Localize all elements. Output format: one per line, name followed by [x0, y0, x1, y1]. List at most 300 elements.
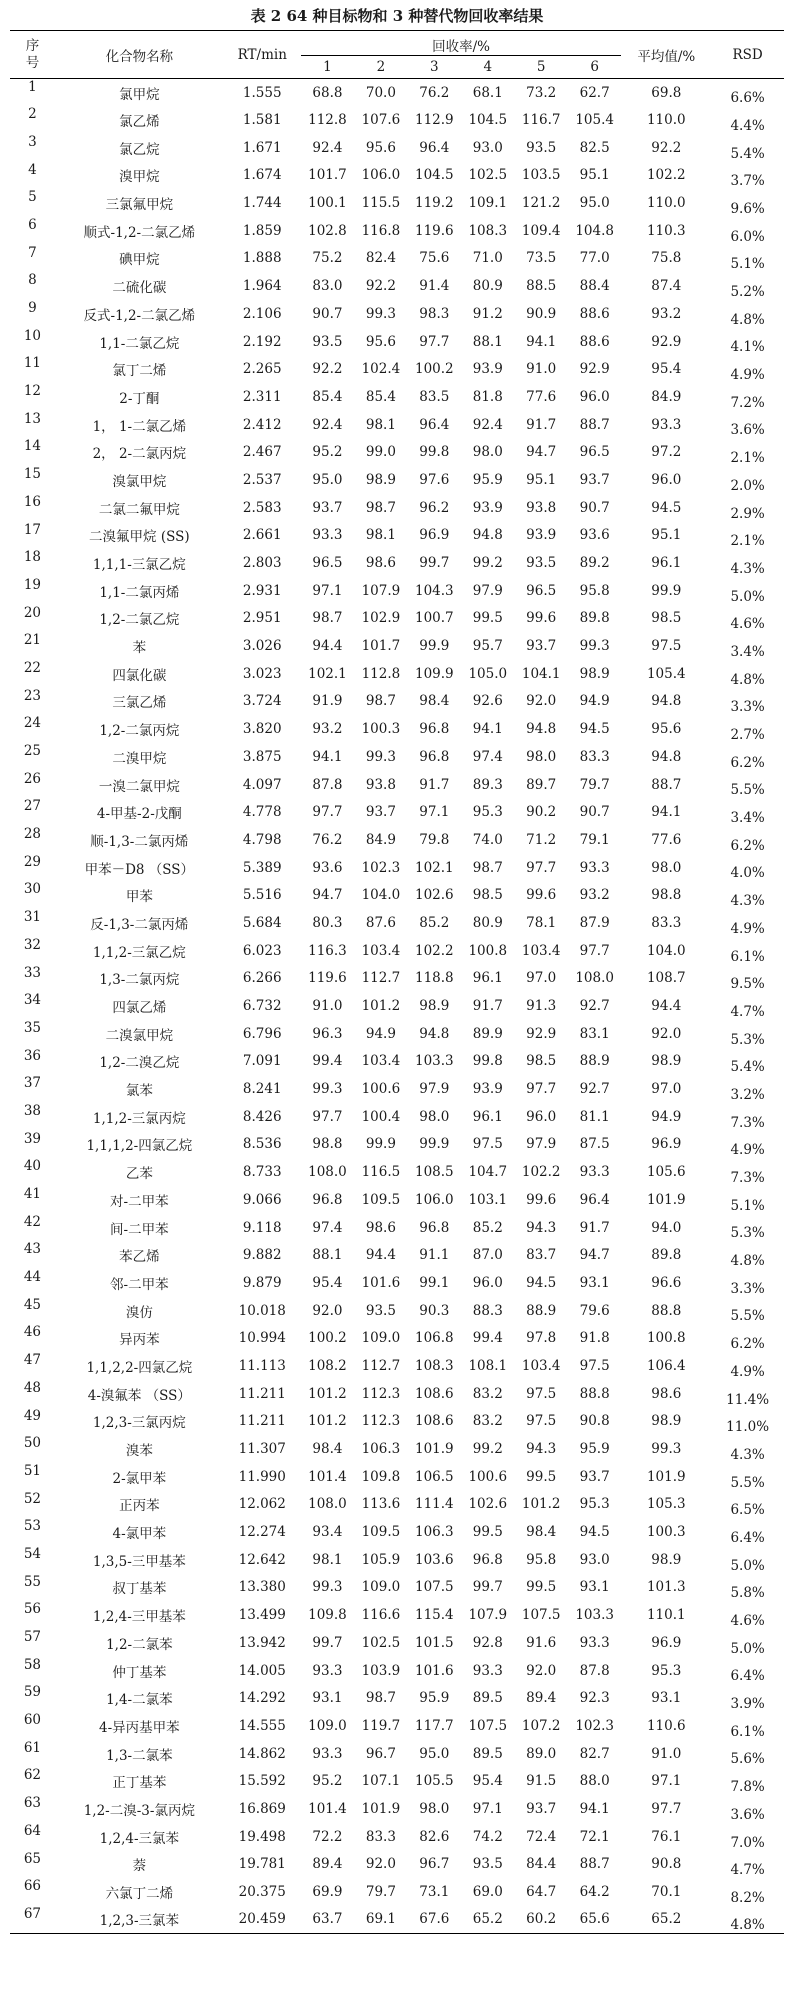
recovery-replicate-2: 119.7: [361, 1717, 401, 1734]
compound-name: 2， 2-二氯丙烷: [92, 446, 187, 463]
recovery-mean: 97.0: [651, 1081, 682, 1098]
recovery-replicate-2: 101.2: [361, 998, 401, 1015]
recovery-replicate-2: 105.9: [361, 1551, 401, 1568]
recovery-replicate-2: 98.7: [365, 693, 396, 710]
recovery-replicate-3: 102.6: [415, 887, 454, 904]
recovery-replicate-2: 93.5: [365, 1302, 396, 1319]
recovery-replicate-3: 102.1: [415, 859, 454, 876]
recovery-mean: 100.3: [646, 1524, 686, 1541]
recovery-replicate-1: 68.8: [312, 84, 343, 101]
recovery-replicate-1: 92.4: [312, 416, 343, 433]
recovery-replicate-2: 83.3: [365, 1828, 396, 1845]
recovery-replicate-1: 99.4: [312, 1053, 343, 1070]
recovery-replicate-2: 103.4: [361, 942, 401, 959]
recovery-replicate-5: 72.4: [526, 1828, 557, 1845]
recovery-rsd: 4.3%: [730, 1446, 765, 1463]
recovery-rsd: 4.9%: [730, 367, 765, 384]
recovery-rsd: 4.9%: [730, 1142, 765, 1159]
recovery-replicate-5: 73.5: [526, 250, 557, 267]
table-row: [10, 494, 784, 522]
recovery-rsd: 7.8%: [730, 1779, 765, 1796]
table-row: [10, 771, 784, 799]
recovery-replicate-4: 83.2: [472, 1385, 503, 1402]
recovery-mean: 84.9: [651, 388, 682, 405]
recovery-replicate-6: 90.7: [579, 804, 610, 821]
compound-name: 1， 1-二氯乙烯: [92, 418, 187, 435]
row-index: 3: [28, 133, 37, 150]
recovery-mean: 97.5: [651, 638, 682, 655]
recovery-replicate-4: 99.4: [472, 1330, 503, 1347]
table-row: [10, 411, 784, 439]
recovery-replicate-3: 99.7: [419, 555, 450, 572]
recovery-mean: 104.0: [646, 942, 686, 959]
compound-name: 1,1-二氯丙烯: [99, 584, 180, 601]
recovery-mean: 110.1: [646, 1607, 686, 1624]
recovery-rsd: 5.4%: [730, 145, 765, 162]
compound-name: 六氯丁二烯: [105, 1886, 174, 1903]
recovery-mean: 105.4: [646, 665, 686, 682]
recovery-replicate-2: 98.1: [365, 416, 396, 433]
recovery-replicate-5: 97.5: [526, 1385, 557, 1402]
recovery-replicate-1: 98.8: [312, 1136, 343, 1153]
row-index: 37: [23, 1075, 42, 1092]
recovery-replicate-1: 116.3: [308, 942, 347, 959]
recovery-replicate-2: 100.6: [361, 1081, 401, 1098]
recovery-replicate-1: 93.1: [312, 1690, 343, 1707]
table-row: [10, 300, 784, 328]
recovery-replicate-2: 116.6: [361, 1607, 401, 1624]
recovery-replicate-5: 91.6: [526, 1634, 557, 1651]
recovery-mean: 101.9: [646, 1191, 686, 1208]
recovery-replicate-3: 104.3: [415, 582, 454, 599]
compound-name: 邻-二甲苯: [110, 1276, 169, 1293]
recovery-replicate-4: 103.1: [468, 1191, 508, 1208]
retention-time: 11.113: [238, 1357, 286, 1374]
recovery-replicate-5: 84.4: [526, 1856, 557, 1873]
compound-name: 反-1,3-二氯丙烯: [90, 916, 189, 933]
recovery-replicate-2: 109.5: [361, 1191, 401, 1208]
recovery-replicate-3: 95.0: [419, 1745, 450, 1762]
row-index: 61: [23, 1739, 42, 1756]
recovery-replicate-1: 99.7: [312, 1634, 343, 1651]
row-index: 23: [23, 687, 42, 704]
row-index: 48: [23, 1379, 42, 1396]
retention-time: 1.581: [242, 112, 282, 129]
row-index: 41: [23, 1186, 42, 1202]
recovery-replicate-2: 115.5: [361, 195, 401, 212]
retention-time: 4.778: [242, 804, 282, 821]
compound-name: 1,2-二溴乙烷: [99, 1055, 180, 1072]
retention-time: 3.875: [242, 748, 282, 765]
recovery-replicate-2: 112.3: [361, 1413, 401, 1430]
recovery-replicate-6: 77.0: [579, 250, 610, 267]
recovery-replicate-4: 95.9: [472, 471, 503, 488]
recovery-replicate-6: 94.1: [579, 1800, 610, 1817]
recovery-mean: 96.6: [651, 1274, 682, 1291]
recovery-replicate-3: 67.6: [419, 1911, 450, 1928]
recovery-replicate-3: 117.7: [415, 1717, 454, 1734]
recovery-mean: 87.4: [651, 278, 682, 295]
table-row: [10, 134, 784, 162]
recovery-replicate-5: 93.7: [526, 1800, 557, 1817]
compound-name: 1,1,2-三氯乙烷: [92, 944, 186, 961]
recovery-replicate-6: 91.8: [579, 1330, 610, 1347]
recovery-mean: 91.0: [651, 1745, 682, 1762]
retention-time: 1.859: [242, 222, 282, 239]
recovery-replicate-4: 85.2: [472, 1219, 503, 1236]
recovery-replicate-6: 87.8: [579, 1662, 610, 1679]
recovery-replicate-2: 92.0: [365, 1856, 396, 1873]
recovery-replicate-6: 83.3: [579, 748, 610, 765]
recovery-replicate-2: 98.1: [365, 527, 396, 544]
recovery-rsd: 4.8%: [730, 1253, 765, 1270]
recovery-replicate-2: 95.6: [365, 333, 396, 350]
recovery-replicate-3: 97.6: [419, 471, 450, 488]
recovery-rsd: 2.0%: [730, 477, 765, 494]
recovery-replicate-2: 106.3: [361, 1441, 401, 1458]
recovery-mean: 76.1: [651, 1828, 682, 1845]
row-index: 31: [23, 909, 42, 926]
compound-name: 三氯乙烯: [112, 695, 167, 712]
recovery-replicate-1: 119.6: [308, 970, 347, 987]
recovery-replicate-5: 99.5: [526, 1468, 557, 1485]
recovery-rsd: 3.6%: [730, 422, 765, 439]
recovery-mean: 93.1: [651, 1690, 682, 1707]
retention-time: 14.005: [238, 1662, 286, 1679]
recovery-rsd: 4.3%: [730, 893, 765, 910]
recovery-rsd: 9.5%: [730, 976, 765, 993]
table-row: [10, 965, 784, 993]
recovery-replicate-1: 101.2: [308, 1385, 347, 1402]
recovery-replicate-1: 93.2: [312, 721, 343, 738]
recovery-replicate-4: 89.5: [472, 1690, 503, 1707]
recovery-replicate-5: 104.1: [521, 665, 561, 682]
retention-time: 9.879: [242, 1274, 282, 1291]
recovery-mean: 88.8: [651, 1302, 682, 1319]
recovery-replicate-3: 79.8: [419, 831, 450, 848]
table-row: [10, 1601, 784, 1629]
recovery-mean: 89.8: [651, 1247, 682, 1264]
header-replicate-5: 5: [536, 59, 546, 75]
recovery-mean: 98.6: [651, 1385, 682, 1402]
recovery-replicate-4: 92.4: [472, 416, 503, 433]
recovery-replicate-6: 79.6: [579, 1302, 610, 1319]
compound-name: 2-丁酮: [119, 390, 160, 407]
recovery-replicate-1: 96.8: [312, 1191, 343, 1208]
retention-time: 2.583: [242, 499, 282, 516]
recovery-replicate-5: 97.8: [526, 1330, 557, 1347]
retention-time: 12.274: [238, 1524, 286, 1541]
table-row: [10, 854, 784, 882]
recovery-mean: 94.0: [651, 1219, 682, 1236]
recovery-replicate-5: 97.7: [526, 1081, 557, 1098]
table-row: [10, 881, 784, 909]
recovery-replicate-2: 70.0: [365, 84, 396, 101]
compound-name: 1,3-二氯苯: [106, 1747, 173, 1764]
recovery-replicate-1: 94.1: [312, 748, 343, 765]
recovery-replicate-5: 90.2: [526, 804, 557, 821]
recovery-rsd: 7.2%: [730, 394, 765, 411]
retention-time: 20.459: [238, 1911, 286, 1928]
recovery-replicate-4: 95.7: [472, 638, 503, 655]
recovery-replicate-6: 92.9: [579, 361, 610, 378]
row-index: 42: [23, 1213, 42, 1230]
compound-name: 萘: [132, 1858, 147, 1875]
retention-time: 2.106: [242, 305, 282, 322]
row-index: 11: [23, 355, 42, 372]
recovery-replicate-6: 62.7: [579, 84, 610, 101]
retention-time: 3.026: [242, 638, 282, 655]
recovery-replicate-6: 98.9: [579, 665, 610, 682]
row-index: 59: [23, 1684, 42, 1701]
recovery-replicate-4: 100.6: [468, 1468, 508, 1485]
retention-time: 1.964: [242, 278, 282, 295]
recovery-replicate-2: 94.9: [365, 1025, 396, 1042]
recovery-replicate-4: 93.9: [472, 1081, 503, 1098]
recovery-replicate-6: 88.8: [579, 1385, 610, 1402]
recovery-replicate-4: 80.9: [472, 914, 503, 931]
recovery-replicate-1: 90.7: [312, 305, 343, 322]
table-row: [10, 1352, 784, 1380]
recovery-replicate-1: 99.3: [312, 1081, 343, 1098]
recovery-replicate-6: 79.1: [579, 831, 610, 848]
recovery-replicate-5: 77.6: [526, 388, 557, 405]
recovery-replicate-3: 97.9: [419, 1081, 450, 1098]
recovery-replicate-3: 99.8: [419, 444, 450, 461]
recovery-replicate-6: 79.7: [579, 776, 610, 793]
recovery-rsd: 4.7%: [730, 1862, 765, 1879]
recovery-replicate-4: 93.5: [472, 1856, 503, 1873]
recovery-replicate-1: 69.9: [312, 1884, 343, 1901]
table-row: [10, 1241, 784, 1269]
row-index: 54: [23, 1545, 42, 1562]
header-replicate-6: 6: [590, 59, 599, 75]
recovery-mean: 96.9: [651, 1634, 682, 1651]
retention-time: 2.467: [242, 444, 282, 461]
recovery-replicate-6: 93.1: [579, 1579, 610, 1596]
recovery-replicate-1: 75.2: [312, 250, 343, 267]
recovery-replicate-6: 72.1: [579, 1828, 610, 1845]
header-replicate-2: 2: [376, 59, 386, 75]
retention-time: 12.062: [238, 1496, 286, 1513]
retention-time: 2.537: [242, 471, 282, 488]
table-row: [10, 217, 784, 245]
recovery-rsd: 11.4%: [726, 1391, 770, 1408]
recovery-replicate-4: 68.1: [472, 84, 503, 101]
recovery-replicate-3: 101.6: [415, 1662, 454, 1679]
recovery-replicate-3: 101.5: [415, 1634, 454, 1651]
recovery-replicate-1: 93.7: [312, 499, 343, 516]
retention-time: 11.211: [238, 1413, 286, 1430]
recovery-replicate-2: 107.1: [361, 1773, 401, 1790]
compound-name: 顺式-1,2-二氯乙烯: [83, 224, 196, 241]
recovery-rsd: 6.2%: [730, 1336, 765, 1353]
recovery-replicate-3: 85.2: [419, 914, 450, 931]
recovery-replicate-4: 81.8: [472, 388, 503, 405]
recovery-replicate-6: 92.7: [579, 998, 610, 1015]
retention-time: 19.498: [238, 1828, 286, 1845]
recovery-replicate-5: 94.3: [526, 1219, 557, 1236]
compound-name: 对-二甲苯: [110, 1193, 169, 1210]
recovery-mean: 98.9: [651, 1413, 682, 1430]
table-row: [10, 106, 784, 134]
recovery-replicate-5: 93.9: [526, 527, 557, 544]
row-index: 28: [23, 826, 42, 843]
recovery-replicate-6: 99.3: [579, 638, 610, 655]
recovery-replicate-5: 107.2: [521, 1717, 561, 1734]
recovery-replicate-1: 102.1: [308, 665, 347, 682]
recovery-replicate-6: 90.7: [579, 499, 610, 516]
recovery-replicate-3: 103.3: [415, 1053, 454, 1070]
compound-name: 1,1,2-三氯丙烷: [92, 1110, 186, 1127]
retention-time: 6.023: [242, 942, 282, 959]
recovery-replicate-5: 83.7: [526, 1247, 557, 1264]
recovery-rsd: 5.5%: [730, 782, 765, 799]
recovery-rsd: 2.9%: [730, 505, 765, 522]
recovery-mean: 110.0: [646, 112, 686, 129]
compound-name: 1,3,5-三甲基苯: [92, 1553, 186, 1570]
recovery-replicate-6: 94.7: [579, 1247, 610, 1264]
row-index: 34: [23, 992, 42, 1009]
recovery-rsd: 4.8%: [730, 311, 765, 328]
row-index: 58: [23, 1656, 42, 1673]
recovery-mean: 110.6: [646, 1717, 686, 1734]
recovery-replicate-4: 74.0: [472, 831, 503, 848]
recovery-rsd: 2.7%: [730, 727, 765, 743]
row-index: 17: [23, 521, 42, 538]
recovery-replicate-6: 108.0: [575, 970, 614, 987]
recovery-replicate-6: 95.9: [579, 1441, 610, 1458]
recovery-rsd: 5.3%: [730, 1031, 765, 1048]
recovery-rsd: 4.9%: [730, 1363, 765, 1380]
recovery-replicate-3: 96.4: [419, 139, 450, 156]
recovery-replicate-4: 99.2: [472, 555, 503, 572]
recovery-replicate-1: 101.4: [308, 1800, 347, 1817]
recovery-replicate-2: 82.4: [365, 250, 396, 267]
table-row: [10, 383, 784, 411]
recovery-replicate-4: 93.9: [472, 361, 503, 378]
row-index: 9: [28, 300, 37, 316]
recovery-mean: 96.1: [651, 555, 682, 572]
recovery-replicate-6: 93.7: [579, 471, 610, 488]
retention-time: 9.882: [242, 1247, 282, 1264]
recovery-mean: 101.3: [646, 1579, 686, 1596]
recovery-replicate-1: 88.1: [312, 1247, 343, 1264]
retention-time: 9.066: [242, 1191, 282, 1208]
compound-name: 1,4-二氯苯: [106, 1692, 173, 1709]
recovery-rsd: 3.4%: [730, 643, 765, 660]
recovery-replicate-3: 96.2: [419, 499, 450, 516]
recovery-replicate-4: 98.0: [472, 444, 503, 461]
compound-name: 甲苯: [125, 889, 153, 906]
retention-time: 3.023: [242, 665, 282, 682]
recovery-mean: 94.1: [651, 804, 682, 821]
recovery-replicate-1: 95.2: [312, 444, 343, 461]
recovery-replicate-3: 99.9: [419, 1136, 450, 1153]
recovery-replicate-3: 94.8: [419, 1025, 450, 1042]
recovery-replicate-3: 76.2: [419, 84, 450, 101]
recovery-replicate-4: 89.9: [472, 1025, 503, 1042]
recovery-replicate-6: 88.0: [579, 1773, 610, 1790]
recovery-rsd: 5.2%: [730, 284, 765, 300]
recovery-replicate-4: 96.1: [472, 970, 503, 987]
recovery-replicate-4: 65.2: [472, 1911, 503, 1928]
recovery-replicate-2: 104.0: [361, 887, 401, 904]
row-index: 22: [23, 659, 42, 676]
recovery-replicate-1: 92.2: [312, 361, 343, 378]
recovery-replicate-3: 75.6: [419, 250, 450, 267]
recovery-replicate-3: 108.6: [415, 1413, 454, 1430]
recovery-replicate-1: 94.4: [312, 638, 343, 655]
recovery-replicate-5: 97.7: [526, 859, 557, 876]
row-index: 16: [23, 493, 42, 510]
recovery-replicate-1: 94.7: [312, 887, 343, 904]
table-row: [10, 1186, 784, 1214]
compound-name: 1,1-二氯乙烷: [99, 335, 180, 352]
recovery-mean: 97.7: [651, 1800, 682, 1817]
compound-name: 1,2,4-三氯苯: [99, 1830, 180, 1847]
table-row: [10, 743, 784, 771]
table-row: [10, 1795, 784, 1823]
recovery-rsd: 5.6%: [730, 1751, 765, 1768]
recovery-rsd: 2.1%: [730, 450, 765, 467]
recovery-replicate-4: 96.0: [472, 1274, 503, 1291]
recovery-replicate-3: 73.1: [419, 1884, 450, 1901]
recovery-rsd: 8.2%: [730, 1889, 765, 1906]
row-index: 50: [23, 1435, 42, 1452]
retention-time: 2.951: [242, 610, 282, 627]
recovery-replicate-3: 96.7: [419, 1856, 450, 1873]
recovery-replicate-6: 88.6: [579, 305, 610, 322]
recovery-replicate-5: 97.5: [526, 1413, 557, 1430]
recovery-replicate-2: 100.3: [361, 721, 401, 738]
compound-name: 正丙苯: [119, 1498, 160, 1515]
recovery-replicate-1: 93.5: [312, 333, 343, 350]
table-row: [10, 632, 784, 660]
recovery-replicate-2: 101.6: [361, 1274, 401, 1291]
recovery-replicate-5: 92.9: [526, 1025, 557, 1042]
compound-name: 2-氯甲苯: [112, 1470, 167, 1487]
recovery-rsd: 7.0%: [730, 1834, 765, 1851]
recovery-mean: 94.4: [651, 998, 682, 1015]
row-index: 29: [23, 853, 42, 870]
recovery-replicate-3: 106.8: [415, 1330, 454, 1347]
recovery-replicate-4: 96.1: [472, 1108, 503, 1125]
row-index: 63: [23, 1795, 42, 1812]
recovery-mean: 92.2: [651, 139, 682, 156]
recovery-replicate-4: 97.5: [472, 1136, 503, 1153]
recovery-replicate-4: 104.5: [468, 112, 508, 129]
recovery-replicate-1: 109.8: [308, 1607, 347, 1624]
recovery-replicate-1: 108.0: [308, 1496, 347, 1513]
recovery-rsd: 6.6%: [730, 90, 765, 107]
table-row: [10, 79, 784, 107]
recovery-replicate-1: 95.2: [312, 1773, 343, 1790]
table-row: [10, 1851, 784, 1879]
recovery-replicate-4: 95.3: [472, 804, 503, 821]
recovery-replicate-6: 92.3: [579, 1690, 610, 1707]
recovery-replicate-6: 64.2: [579, 1884, 610, 1901]
recovery-replicate-6: 65.6: [579, 1911, 610, 1928]
recovery-replicate-5: 95.1: [526, 471, 557, 488]
recovery-rsd: 6.4%: [730, 1668, 765, 1685]
recovery-replicate-1: 101.7: [308, 167, 347, 184]
recovery-rsd: 3.3%: [730, 699, 765, 716]
retention-time: 14.862: [238, 1745, 286, 1762]
recovery-rsd: 4.8%: [730, 671, 765, 688]
retention-time: 5.389: [242, 859, 282, 876]
recovery-replicate-2: 79.7: [365, 1884, 396, 1901]
